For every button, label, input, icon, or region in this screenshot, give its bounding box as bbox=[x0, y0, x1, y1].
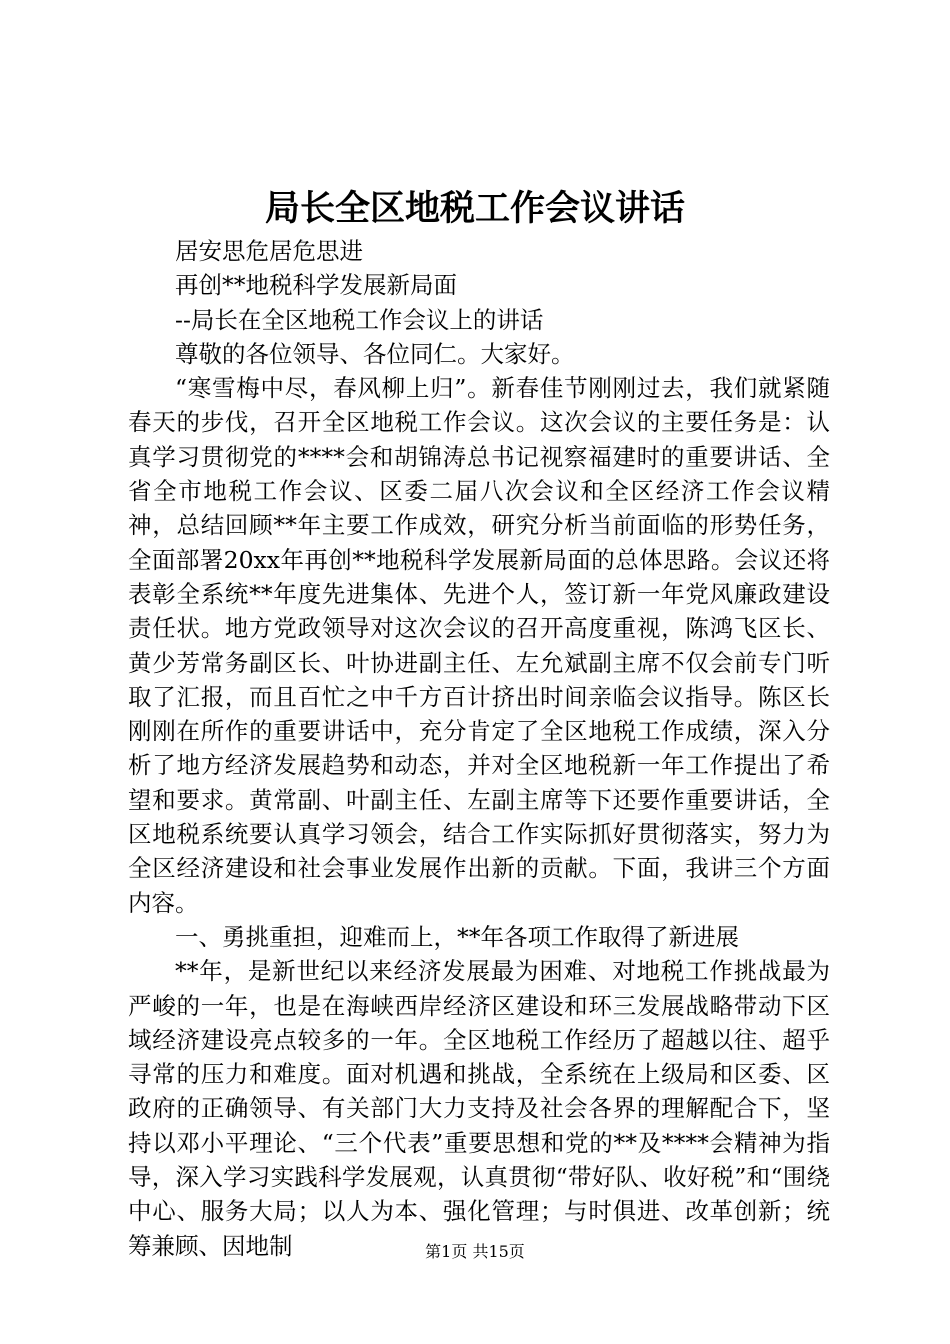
paragraph-intro: “寒雪梅中尽，春风柳上归”。新春佳节刚刚过去，我们就紧随春天的步伐，召开全区地税工作会议。这次会议的主要任务是：认真学习贯彻党的****会和胡锦涛总书记视察福建时的重要讲话、全省全市地税工作会议、区委二届八次会议和全区经济工作会议精神，总结回顾**年主要工作成效，研究分析当前面临的形势任务，全面部署20xx年再创**地税科学发展新局面的总体思路。会议还将表彰全系统**年度先进集体、先进个人，签订新一年党风廉政建设责任状。地方党政领导对这次会议的召开高度重视，陈鸿飞区长、黄少芳常务副区长、叶协进副主任、左允斌副主席不仅会前专门听取了汇报，而且百忙之中千方百计挤出时间亲临会议指导。陈区长刚刚在所作的重要讲话中，充分肯定了全区地税工作成绩，深入分析了地方经济发展趋势和动态，并对全区地税新一年工作提出了希望和要求。黄常副、叶副主任、左副主席等下还要作重要讲话，全区地税系统要认真学习领会，结合工作实际抓好贯彻落实，努力为全区经济建设和社会事业发展作出新的贡献。下面，我讲三个方面内容。 bbox=[128, 374, 830, 917]
paragraph-greeting: 尊敬的各位领导、各位同仁。大家好。 bbox=[175, 339, 575, 368]
paragraph-subtitle-2: 再创**地税科学发展新局面 bbox=[175, 271, 457, 300]
section-heading-1: 一、勇挑重担，迎难而上，**年各项工作取得了新进展 bbox=[175, 922, 739, 951]
document-body bbox=[128, 234, 830, 1263]
page-footer: 第1页 共15页 bbox=[425, 1242, 525, 1261]
paragraph-subtitle-1: 居安思危居危思进 bbox=[175, 237, 363, 265]
document-title: 局长全区地税工作会议讲话 bbox=[264, 188, 685, 229]
paragraph-section-1: **年，是新世纪以来经济发展最为困难、对地税工作挑战最为严峻的一年，也是在海峡西岸经济区建设和环三发展战略带动下区域经济建设亮点较多的一年。全区地税工作经历了超越以往、超乎寻常的压力和难度。面对机遇和挑战，全系统在上级局和区委、区政府的正确领导、有关部门大力支持及社会各界的理解配合下，坚持以邓小平理论、“三个代表”重要思想和党的**及****会精神为指导，深入学习实践科学发展观，认真贯彻“带好队、收好税”和“围绕中心、服务大局；以人为本、强化管理；与时俱进、改革创新；统筹兼顾、因地制 bbox=[128, 957, 830, 1260]
paragraph-subtitle-3: --局长在全区地税工作会议上的讲话 bbox=[175, 305, 544, 334]
